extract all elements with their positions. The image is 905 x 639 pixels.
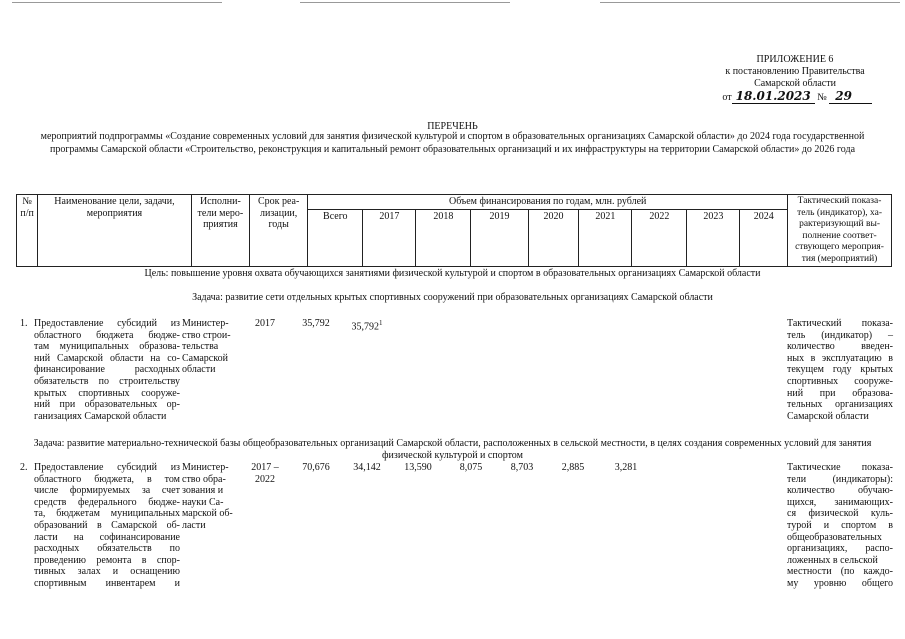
header-indicator: Тактический показа-тель (индикатор), ха-рактеризующий вы-полнение соответ-ствующего мероприя-тия (мероприятий) <box>788 195 892 267</box>
header-funding: Объем финансирования по годам, млн. рублей <box>308 195 788 210</box>
row-2-2019: 8,075 <box>459 462 483 473</box>
row-2-term: 2017 – 2022 <box>251 462 279 485</box>
row-1-name: Предоставление субсидий из областного бюджета бюдже- там муниципальных образова- ний Самарской области на со- финансирование расходных обязательств по строительству крытых спортивных сооруже- ний при образовательных ор- ганизациях Самарской области <box>34 318 180 422</box>
row-2-total: 70,676 <box>302 462 330 473</box>
document-subtitle: мероприятий подпрограммы «Создание современных условий для занятия физической культурой и спортом в образовательных организациях Самарской области» до 2024 года государственной программы Самарской области «Строительство, реконструкция и капитальный ремонт образовательных организаций и их инфраструктуры на территории Самарской области» до 2026 года <box>40 131 865 155</box>
header-year: 2023 <box>687 209 740 266</box>
scan-edge-line <box>12 2 222 3</box>
appendix-date-line: от 18.01.2023 № 29 <box>700 90 890 104</box>
header-term: Срок реа-лизации, годы <box>250 195 308 267</box>
row-1-num: 1. <box>20 318 28 329</box>
task-heading-1: Задача: развитие сети отдельных крытых спортивных сооружений при образовательных организациях Самарской области <box>192 292 713 303</box>
header-year: 2024 <box>740 209 788 266</box>
appendix-title: ПРИЛОЖЕНИЕ 6 <box>756 54 834 65</box>
document-title: ПЕРЕЧЕНЬ <box>427 121 478 132</box>
header-executors: Исполни-тели меро-приятия <box>191 195 249 267</box>
handwritten-number: 29 <box>829 89 872 104</box>
row-1-indicator: Тактический показа- тель (индикатор) – количество введен- ных в эксплуатацию в текущем году крытых спортивных сооруже- ний при образова- тельных организациях Самарской области <box>787 318 893 422</box>
appendix-decree: к постановлению Правительства <box>725 66 865 77</box>
goal-heading: Цель: повышение уровня охвата обучающихся занятиями физической культурой и спортом в образовательных организациях Самарской области <box>144 268 761 279</box>
row-2-2020: 8,703 <box>510 462 534 473</box>
header-year: 2021 <box>579 209 632 266</box>
row-1-term: 2017 <box>255 318 275 329</box>
appendix-region: Самарской области <box>754 78 836 89</box>
row-2-executor: Министер- ство обра- зования и науки Са- марской об- ласти <box>182 462 233 531</box>
scan-edge-line <box>300 2 510 3</box>
row-2-2021: 2,885 <box>561 462 585 473</box>
row-2-2017: 34,142 <box>353 462 381 473</box>
row-2-2018: 13,590 <box>404 462 432 473</box>
row-1-2017: 35,792$^1$ <box>351 319 383 333</box>
header-total: Всего <box>308 209 363 266</box>
header-year: 2020 <box>528 209 579 266</box>
row-1-total: 35,792 <box>302 318 330 329</box>
header-year: 2017 <box>363 209 416 266</box>
task-heading-2: Задача: развитие материально-технической базы общеобразовательных организаций Самарской области, расположенных в сельской местности, в целях создания современных условий для занятия физической культурой и спортом <box>33 438 872 461</box>
appendix-block <box>700 54 890 104</box>
footnote-mark: 1 <box>379 319 383 327</box>
funding-table-header <box>16 194 892 267</box>
handwritten-date: 18.01.2023 <box>732 89 815 104</box>
row-2-indicator: Тактические показа- тели (индикаторы): количество обучаю- щихся, занимающих- ся физической куль- турой и спортом в общеобразовательных организациях, распо- ложенных в сельской местности (по каждо- му уровню общего <box>787 462 893 589</box>
row-2-name: Предоставление субсидий из областного бюджета, в том числе формируемых за счет средств федерального бюдже- та, бюджетам муниципальных образований в Самарской об- ласти на софинансирование расходных обязательств по проведению ремонта в спор- тивных залах и оснащению спортивным инвентарем и <box>34 462 180 589</box>
header-year: 2022 <box>632 209 687 266</box>
header-year: 2018 <box>416 209 471 266</box>
header-name: Наименование цели, задачи, мероприятия <box>38 195 192 267</box>
header-num: № п/п <box>17 195 38 267</box>
row-1-executor: Министер- ство строи- тельства Самарской области <box>182 318 231 376</box>
header-year: 2019 <box>471 209 528 266</box>
scan-edge-line <box>600 2 900 3</box>
row-2-num: 2. <box>20 462 28 473</box>
row-2-2022: 3,281 <box>614 462 638 473</box>
